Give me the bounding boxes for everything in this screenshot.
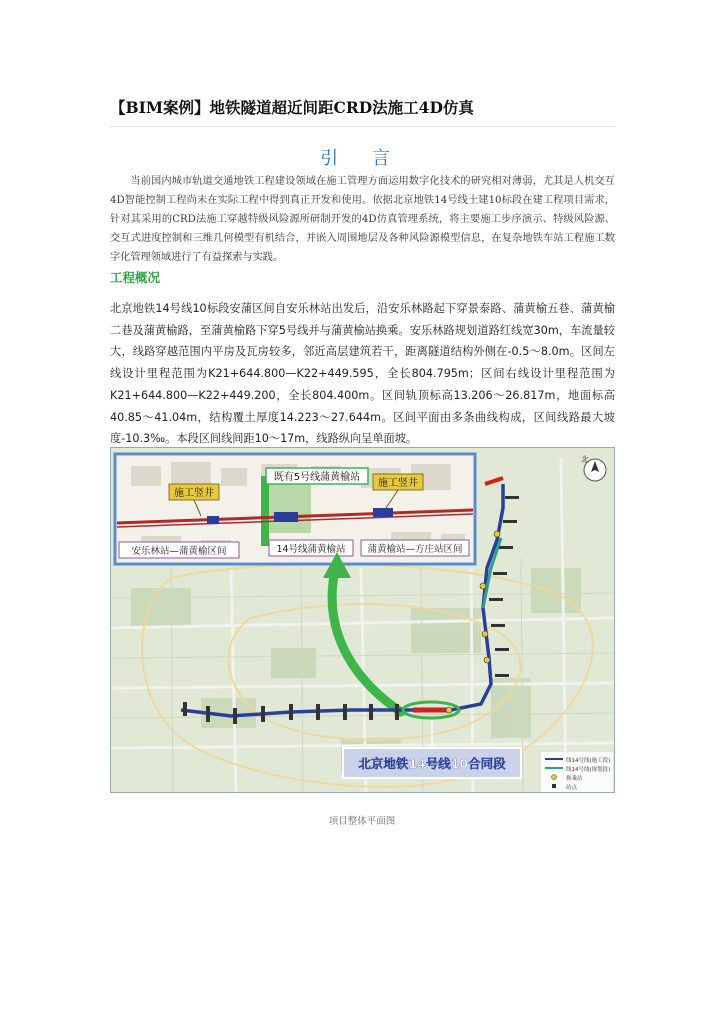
label-shaft-right: 施工竖井 bbox=[378, 478, 418, 489]
figure-caption: 项目整体平面图 bbox=[328, 816, 396, 827]
label-station-14: 14号线蒲黄榆站 bbox=[276, 544, 346, 555]
label-section-right: 蒲黄榆站—方庄站区间 bbox=[367, 544, 463, 555]
legend-item: 站点 bbox=[566, 785, 578, 791]
page-title: 【BIM案例】地铁隧道超近间距CRD法施工4D仿真 bbox=[110, 96, 615, 127]
compass-label: 北 bbox=[581, 455, 589, 464]
legend-item: 换乘站 bbox=[566, 776, 583, 782]
label-shaft-left: 施工竖井 bbox=[174, 488, 214, 499]
section-heading: 工程概况 bbox=[110, 270, 161, 285]
legend-item: 线14号线(规划段) bbox=[566, 767, 611, 773]
project-plan-map bbox=[110, 447, 615, 793]
label-section-left: 安乐林站—蒲黄榆区间 bbox=[131, 546, 227, 557]
label-segment: 北京地铁14号线10合同段 bbox=[358, 756, 506, 771]
project-overview-paragraph: 北京地铁14号线10标段安蒲区间自安乐林站出发后，沿安乐林路起下穿景泰路、蒲黄榆五巷、蒲黄榆二巷及蒲黄榆路，至蒲黄榆路下穿5号线并与蒲黄榆站换乘。安乐林路规划道路红线宽30m，车流量较大，线路穿越范围内平房及瓦房较多，邻近高层建筑若干，距离隧道结构外侧在-0.5～8.0m。区间左线设计里程范围为K21+644.800—K22+449.595，全长804.795m；区间右线设计里程范围为K21+644.800—K22+449.200，全长804.400m。区间轨顶标高13.206～26.817m，地面标高40.85～41.04m，结构覆土厚度14.223～27.644m。区间平面由多条曲线构成，区间线路最大坡度-10.3‰。本段区间线间距10～17m，线路纵向呈单面坡。 bbox=[110, 302, 615, 446]
intro-heading: 引 言 bbox=[320, 148, 404, 169]
intro-paragraph: 当前国内城市轨道交通地铁工程建设领域在施工管理方面运用数字化技术的研究相对薄弱，尤其是人机交互4D智能控制工程尚未在实际工程中得到真正开发和使用。依据北京地铁14号线土建10标段在建工程项目需求，针对其采用的CRD法施工穿越特级风险源所研制开发的4D仿真管理系统，将主要施工步序演示、特级风险源、交互式进度控制和三维几何模型有机结合，并嵌入周围地层及各种风险源模型信息，在复杂地铁车站工程施工数字化管理领域进行了有益探索与实践。 bbox=[110, 176, 615, 263]
legend-item: 线14号线(施工段) bbox=[566, 758, 611, 764]
label-existing-station: 既有5号线蒲黄榆站 bbox=[273, 472, 361, 483]
map-graphic bbox=[111, 448, 615, 793]
